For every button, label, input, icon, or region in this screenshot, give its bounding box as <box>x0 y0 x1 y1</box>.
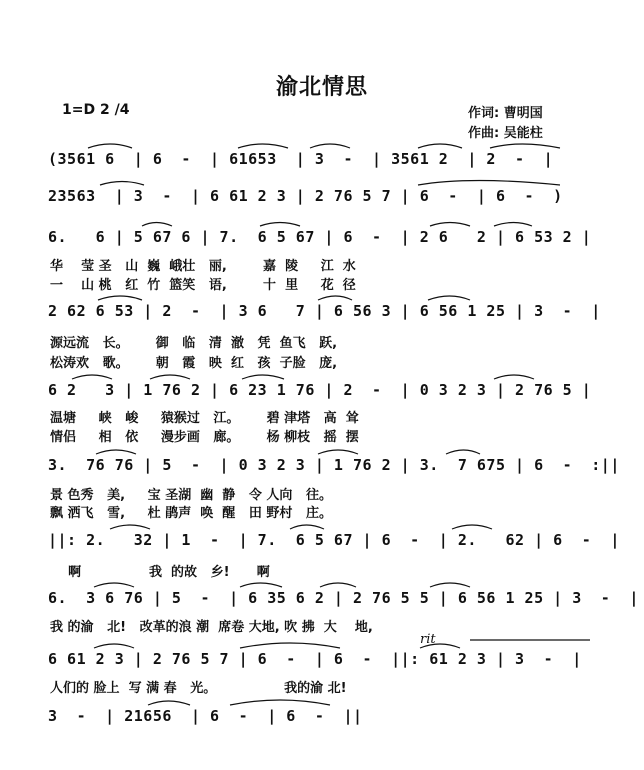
notation-line-8: 6. 3 6 76 | 5 - | 6 35 6 2 | 2 76 5 5 | 6 56 1 25 | 3 - | <box>48 589 639 607</box>
song-title: 渝北情思 <box>275 75 368 100</box>
lyric-line-3b: 一 山 桃 红 竹 篮笑 语, 十 里 花 径 <box>50 278 356 293</box>
composer: 作曲: 吴能柱 <box>468 126 543 141</box>
notation-line-9: 6 61 2 3 | 2 76 5 7 | 6 - | 6 - ||: 61 2 3 | 3 - | <box>48 650 582 668</box>
notation-line-5: 6 2 3 | 1 76 2 | 6 23 1 76 | 2 - | 0 3 2 3 | 2 76 5 | <box>48 381 592 399</box>
lyric-line-3a: 华 莹 圣 山 巍 峨壮 丽, 嘉 陵 江 水 <box>50 259 356 274</box>
lyric-line-8a: 我 的渝 北! 改革的浪 潮 席卷 大地, 吹 拂 大 地, <box>50 620 373 635</box>
key-signature: 1=D 2 /4 <box>62 102 130 118</box>
notation-line-3: 6. 6 | 5 67 6 | 7. 6 5 67 | 6 - | 2 6 2 | 6 53 2 | <box>48 228 592 246</box>
lyric-line-7a: 啊 我 的故 乡! 啊 <box>50 565 270 580</box>
notation-line-2: 23563 | 3 - | 6 61 2 3 | 2 76 5 7 | 6 - | 6 - ) <box>48 187 563 205</box>
notation-line-4: 2 62 6 53 | 2 - | 3 6 7 | 6 56 3 | 6 56 1 25 | 3 - | <box>48 302 601 320</box>
tempo-mark-rit: rit <box>420 632 436 647</box>
lyric-line-5b: 情侣 相 依 漫步画 廊。 杨 柳枝 摇 摆 <box>50 430 359 445</box>
lyric-line-4a: 源远流 长。 御 临 清 澈 凭 鱼飞 跃, <box>50 336 338 351</box>
lyric-line-5a: 温塘 峡 峻 猿猴过 江。 碧 津塔 高 耸 <box>50 411 359 426</box>
lyric-line-6b: 飘 洒飞 雪, 杜 鹃声 唤 醒 田 野村 庄。 <box>50 506 332 521</box>
notation-line-7: ||: 2. 32 | 1 - | 7. 6 5 67 | 6 - | 2. 62 | 6 - | <box>48 531 620 549</box>
lyricist: 作词: 曹明国 <box>468 106 543 121</box>
lyric-line-9a: 人们的 脸上 写 满 春 光。 我的渝 北! <box>50 681 347 696</box>
notation-line-6: 3. 76 76 | 5 - | 0 3 2 3 | 1 76 2 | 3. 7 675 | 6 - :|| <box>48 456 620 474</box>
lyric-line-4b: 松涛欢 歌。 朝 霞 映 红 孩 子脸 庞, <box>50 356 338 371</box>
notation-line-10: 3 - | 21656 | 6 - | 6 - || <box>48 707 363 725</box>
lyric-line-6a: 景 色秀 美, 宝 圣湖 幽 静 令 人向 往。 <box>50 488 332 503</box>
notation-line-1: (3561 6 | 6 - | 61653 | 3 - | 3561 2 | 2 - | <box>48 150 554 168</box>
